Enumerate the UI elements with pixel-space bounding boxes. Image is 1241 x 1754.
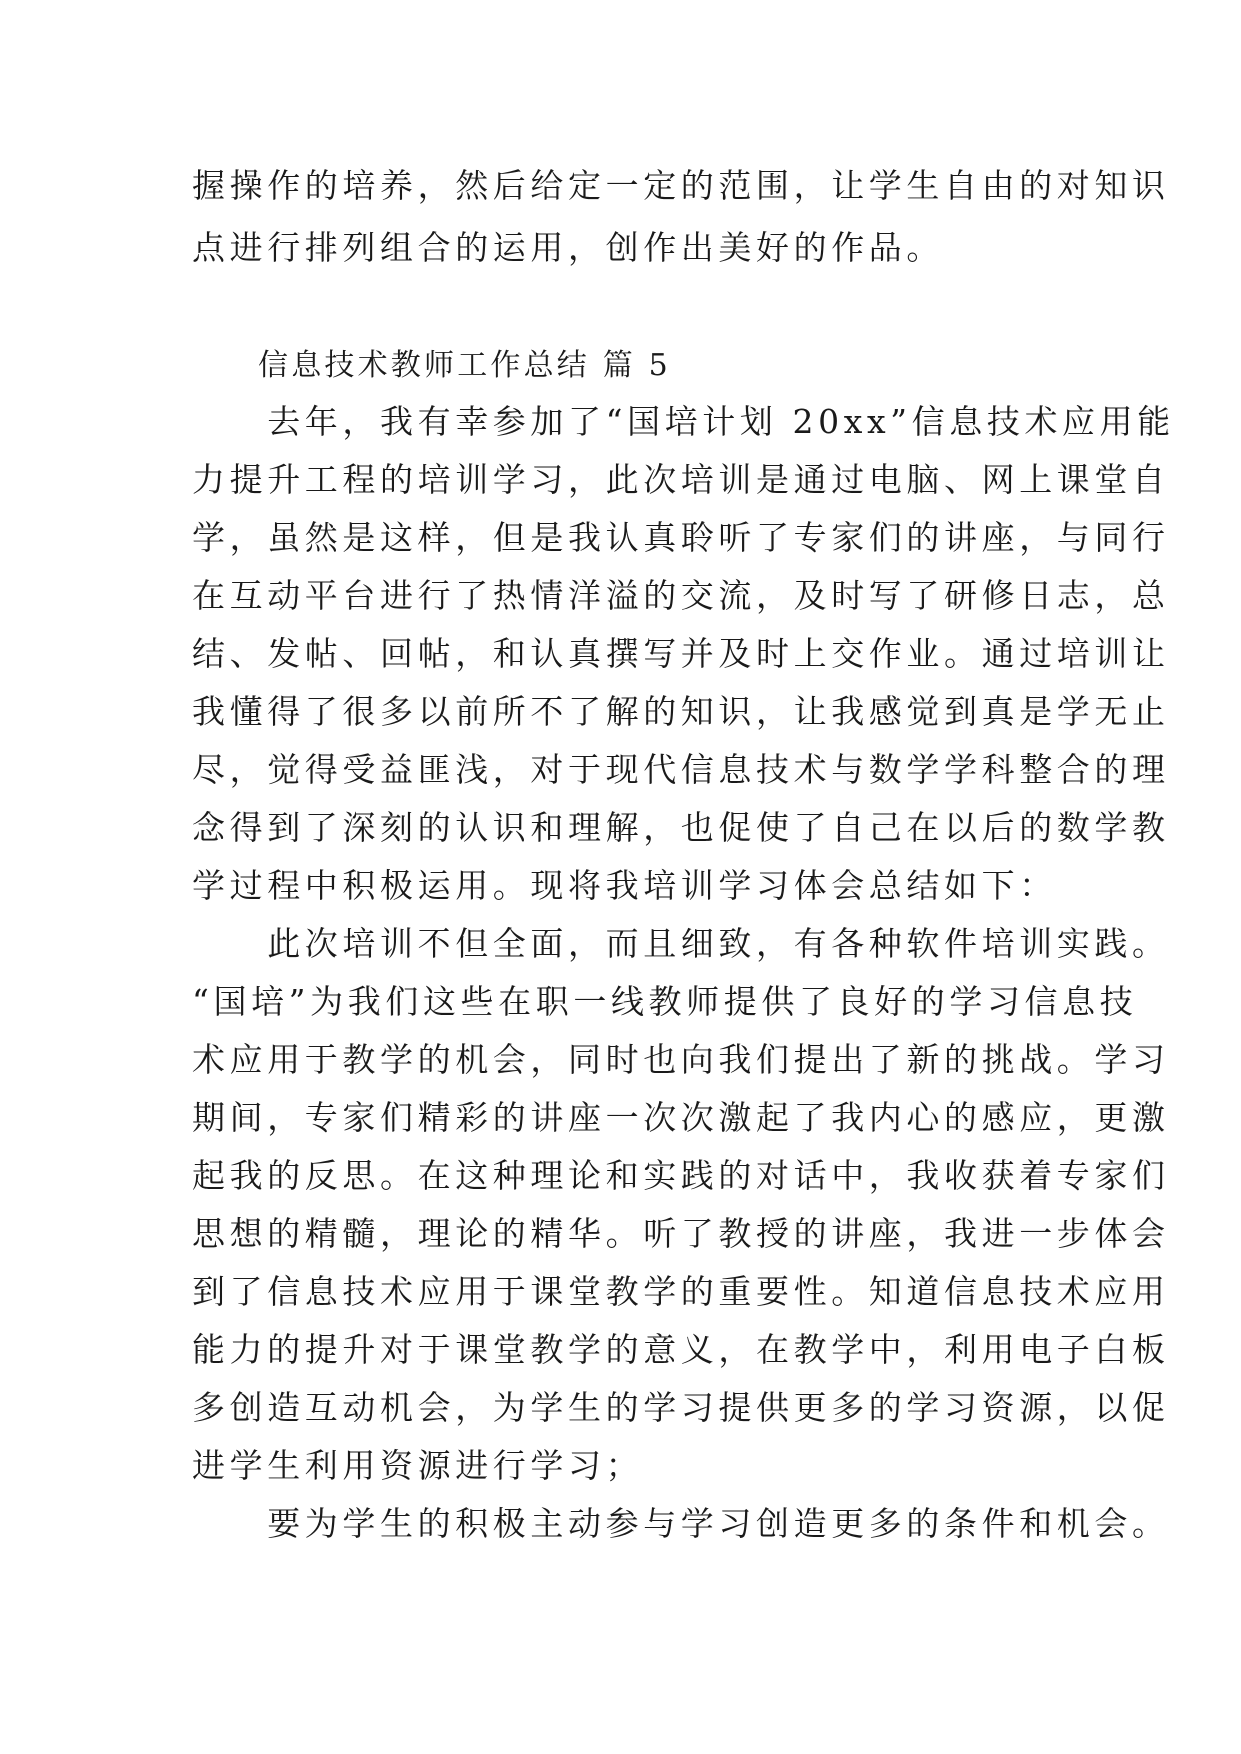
text-line: 我懂得了很多以前所不了解的知识，让我感觉到真是学无止: [192, 692, 1170, 731]
text-line: 点进行排列组合的运用，创作出美好的作品。: [192, 228, 944, 267]
text-line: 学，虽然是这样，但是我认真聆听了专家们的讲座，与同行: [192, 518, 1170, 557]
text-line: 结、发帖、回帖，和认真撰写并及时上交作业。通过培训让: [192, 634, 1170, 673]
section-title: 信息技术教师工作总结 篇 5: [258, 348, 671, 383]
text-line: 到了信息技术应用于课堂教学的重要性。知道信息技术应用: [192, 1272, 1170, 1311]
text-line: 多创造互动机会，为学生的学习提供更多的学习资源，以促: [192, 1388, 1170, 1427]
text-line: 力提升工程的培训学习，此次培训是通过电脑、网上课堂自: [192, 460, 1170, 499]
text-line: 能力的提升对于课堂教学的意义，在教学中，利用电子白板: [192, 1330, 1170, 1369]
text-line: 期间，专家们精彩的讲座一次次激起了我内心的感应，更激: [192, 1098, 1170, 1137]
text-line: 念得到了深刻的认识和理解，也促使了自己在以后的数学教: [192, 808, 1170, 847]
text-line: 思想的精髓，理论的精华。听了教授的讲座，我进一步体会: [192, 1214, 1170, 1253]
text-line: 起我的反思。在这种理论和实践的对话中，我收获着专家们: [192, 1156, 1170, 1195]
text-line: 进学生利用资源进行学习；: [192, 1446, 644, 1485]
text-line: 去年，我有幸参加了“国培计划 20xx”信息技术应用能: [192, 402, 1175, 441]
text-line: 握操作的培养，然后给定一定的范围，让学生自由的对知识: [192, 166, 1170, 205]
text-line: 此次培训不但全面，而且细致，有各种软件培训实践。: [192, 924, 1170, 963]
text-line: 在互动平台进行了热情洋溢的交流，及时写了研修日志，总: [192, 576, 1170, 615]
text-line: 尽，觉得受益匪浅，对于现代信息技术与数学学科整合的理: [192, 750, 1170, 789]
text-line: 学过程中积极运用。现将我培训学习体会总结如下：: [192, 866, 1057, 905]
text-line: 要为学生的积极主动参与学习创造更多的条件和机会。: [192, 1504, 1170, 1543]
text-line: “国培”为我们这些在职一线教师提供了良好的学习信息技: [192, 982, 1138, 1021]
text-line: 术应用于教学的机会，同时也向我们提出了新的挑战。学习: [192, 1040, 1170, 1079]
